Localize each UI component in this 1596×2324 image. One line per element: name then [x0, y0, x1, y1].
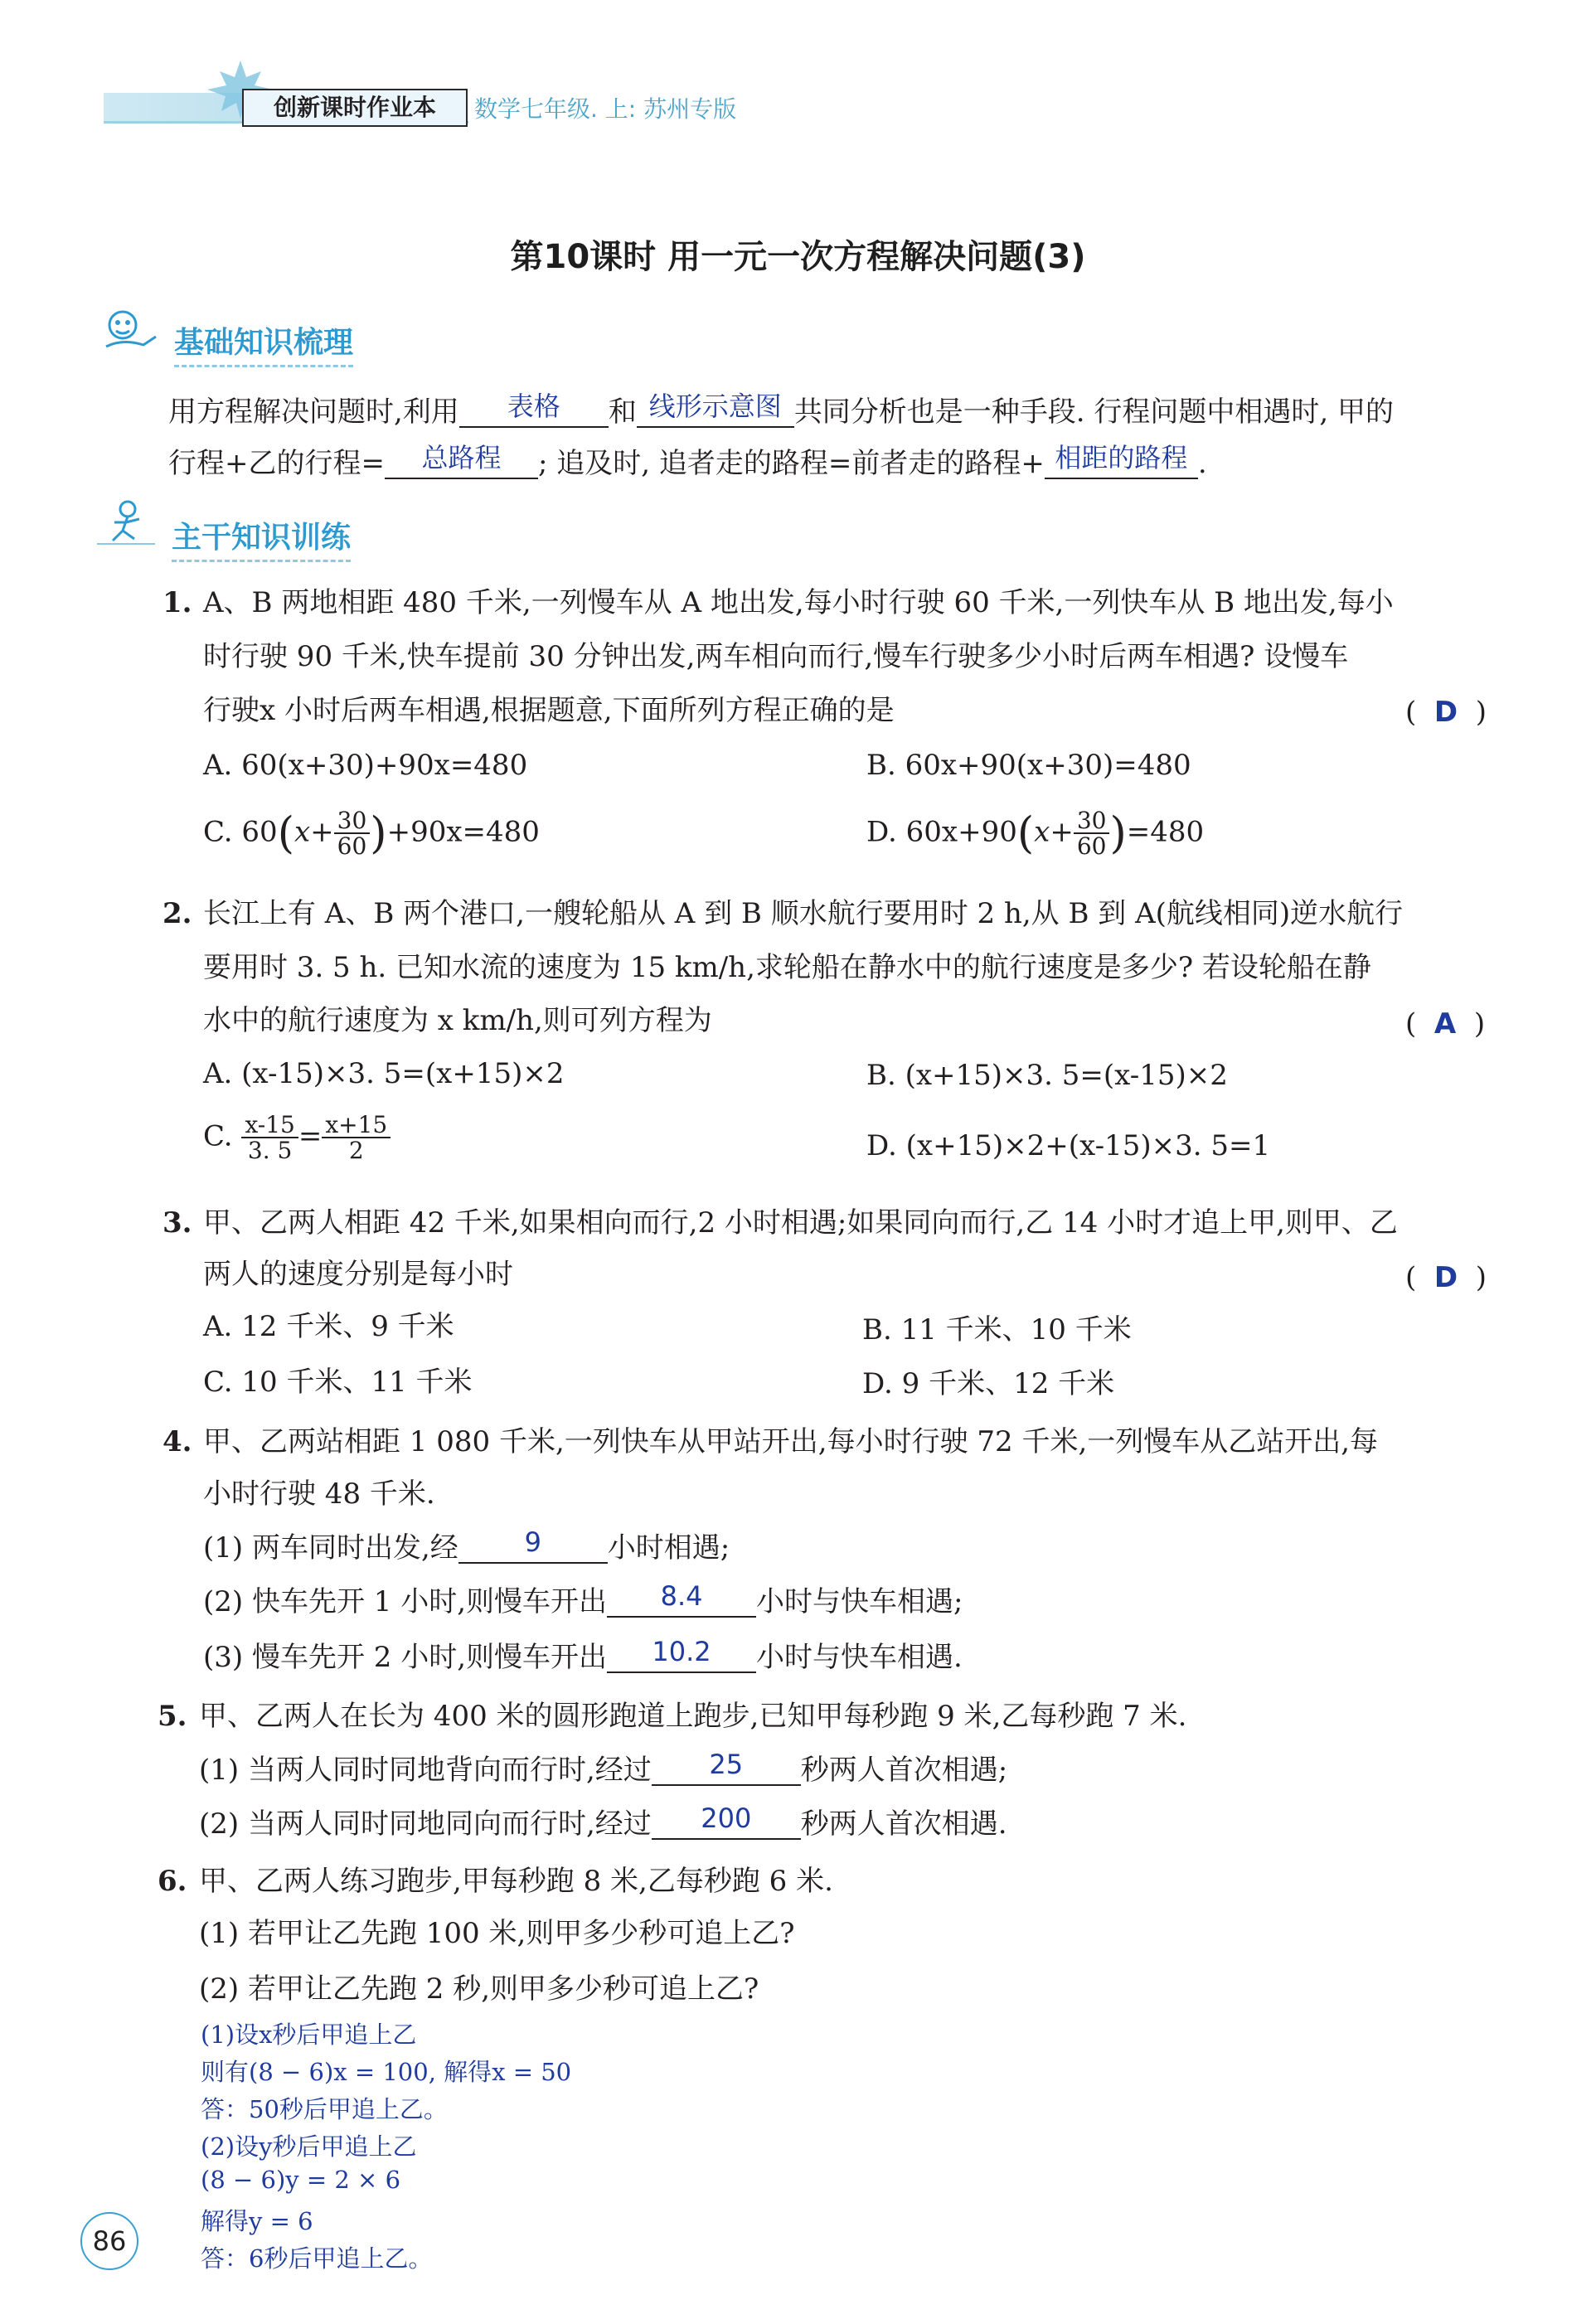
q3-option-a: A. 12 千米、9 千米 — [203, 1310, 454, 1343]
q2-number: 2. — [163, 897, 192, 930]
q4-line-1: 甲、乙两站相距 1 080 千米,一列快车从甲站开出,每小时行驶 72 千米,一列慢车从乙站开出,每 — [203, 1425, 1379, 1458]
page-title: 第10课时 用一元一次方程解决问题(3) — [510, 238, 1086, 276]
q3-answer-paren: ( D ) — [1405, 1261, 1487, 1294]
q2-option-b: B. (x+15)×3. 5=(x-15)×2 — [866, 1059, 1228, 1092]
q4-sub-1 — [203, 1526, 730, 1565]
q5-blank-2-answer: 200 — [701, 1802, 752, 1834]
q1-d-x: x+ — [1034, 815, 1074, 849]
page-number: 86 — [80, 2212, 138, 2270]
q1-line-2: 时行驶 90 千米,快车提前 30 分钟出发,两车相向而行,慢车行驶多少小时后两车相遇? 设慢车 — [203, 640, 1349, 673]
q5-s2-text: (2) 当两人同时同地同向而行时,经过 — [199, 1807, 652, 1841]
section-basics-title: 基础知识梳理 — [174, 319, 353, 367]
blank-1-answer: 表格 — [507, 391, 560, 422]
q3-line-2: 两人的速度分别是每小时 — [203, 1258, 513, 1291]
q4-line-2: 小时行驶 48 千米. — [203, 1477, 435, 1511]
frac-numerator: x-15 — [241, 1113, 298, 1138]
book-title-box: 创新课时作业本 — [242, 89, 468, 127]
q6-line-1: 甲、乙两人练习跑步,甲每秒跑 8 米,乙每秒跑 6 米. — [199, 1865, 833, 1898]
q1-d-post: =480 — [1126, 815, 1205, 849]
blank-4 — [1045, 442, 1198, 479]
q5-number: 5. — [158, 1700, 187, 1733]
q4-s2-tail: 小时与快车相遇; — [756, 1585, 963, 1618]
q6-sub-1: (1) 若甲让乙先跑 100 米,则甲多少秒可追上乙? — [199, 1917, 795, 1950]
q1-option-b: B. 60x+90(x+30)=480 — [866, 749, 1191, 782]
q5-blank-1-answer: 25 — [709, 1749, 744, 1780]
q1-answer: D — [1433, 696, 1458, 729]
solution-line-3: 答：50秒后甲追上乙。 — [201, 2095, 448, 2123]
q2-option-c — [203, 1113, 391, 1163]
frac-denominator: 60 — [1076, 832, 1107, 861]
q3-option-c: C. 10 千米、11 千米 — [203, 1366, 473, 1399]
solution-line-7: 答：6秒后甲追上乙。 — [201, 2244, 433, 2273]
q5-s1-text: (1) 当两人同时同地背向而行时,经过 — [199, 1754, 652, 1787]
basics-line-1 — [168, 391, 1395, 429]
q5-s1-tail: 秒两人首次相遇; — [800, 1754, 1008, 1787]
solution-line-1: (1)设x秒后甲追上乙 — [201, 2021, 417, 2049]
q2-answer-paren: ( A ) — [1405, 1007, 1486, 1041]
solution-line-6: 解得y = 6 — [201, 2207, 313, 2235]
frac-numerator: x+15 — [322, 1113, 391, 1138]
q3-answer: D — [1433, 1261, 1458, 1294]
q4-blank-2 — [607, 1580, 756, 1618]
q5-sub-2 — [199, 1802, 1007, 1841]
q4-s1-tail: 小时相遇; — [607, 1531, 730, 1565]
q1-option-c: C. 60(x+ $\frac{30}{60}$ )+90x=480 — [203, 807, 540, 861]
q1-answer-paren: ( D ) — [1405, 696, 1487, 729]
basics-text: . — [1197, 447, 1207, 480]
q4-s1-text: (1) 两车同时出发,经 — [203, 1531, 458, 1565]
solution-line-4: (2)设y秒后甲追上乙 — [201, 2132, 417, 2161]
q1-c-post: +90x=480 — [386, 815, 540, 849]
cartoon-runner-icon — [93, 497, 159, 547]
q4-blank-1-answer: 9 — [524, 1526, 541, 1558]
q2-line-2: 要用时 3. 5 h. 已知水流的速度为 15 km/h,求轮船在静水中的航行速度是多少? 若设轮船在静 — [203, 951, 1371, 984]
q4-number: 4. — [163, 1425, 192, 1458]
q4-s3-text: (3) 慢车先开 2 小时,则慢车开出 — [203, 1641, 608, 1674]
basics-text: 共同分析也是一种手段. 行程问题中相遇时, 甲的 — [793, 395, 1395, 429]
q1-line-3: 行驶x 小时后两车相遇,根据题意,下面所列方程正确的是 — [203, 694, 895, 727]
frac-denominator: 2 — [348, 1137, 364, 1165]
q1-c-x: x+ — [293, 815, 334, 849]
q2-option-a: A. (x-15)×3. 5=(x+15)×2 — [203, 1057, 565, 1090]
q3-line-1: 甲、乙两人相距 42 千米,如果相向而行,2 小时相遇;如果同向而行,乙 14 小时才追上甲,则甲、乙 — [203, 1206, 1398, 1240]
q3-option-b: B. 11 千米、10 千米 — [862, 1313, 1132, 1346]
q4-sub-3 — [203, 1636, 963, 1674]
section-training-title: 主干知识训练 — [172, 514, 351, 562]
q1-d-fraction — [1074, 808, 1110, 859]
q5-sub-1 — [199, 1749, 1008, 1787]
q4-s3-tail: 小时与快车相遇. — [756, 1641, 963, 1674]
q6-sub-2: (2) 若甲让乙先跑 2 秒,则甲多少秒可追上乙? — [199, 1972, 759, 2006]
frac-denominator: 3. 5 — [247, 1137, 293, 1165]
q2-c-frac-1 — [241, 1113, 298, 1163]
q5-s2-tail: 秒两人首次相遇. — [800, 1807, 1007, 1841]
q4-blank-3-answer: 10.2 — [652, 1636, 711, 1667]
blank-1 — [459, 391, 609, 428]
q2-line-1: 长江上有 A、B 两个港口,一艘轮船从 A 到 B 顺水航行要用时 2 h,从 B 到 A(航线相同)逆水航行 — [203, 897, 1404, 930]
q4-sub-2 — [203, 1580, 963, 1618]
q3-option-d: D. 9 千米、12 千米 — [862, 1367, 1115, 1400]
q1-c-fraction — [334, 808, 371, 859]
q4-s2-text: (2) 快车先开 1 小时,则慢车开出 — [203, 1585, 608, 1618]
q4-blank-3 — [607, 1636, 756, 1673]
solution-line-5: (8 − 6)y = 2 × 6 — [201, 2166, 401, 2194]
q2-c-frac-2 — [322, 1113, 391, 1163]
q1-line-1: A、B 两地相距 480 千米,一列慢车从 A 地出发,每小时行驶 60 千米,一列快车从 B 地出发,每小 — [203, 586, 1394, 619]
basics-text: 行程+乙的行程= — [168, 447, 385, 480]
frac-numerator: 30 — [334, 808, 371, 834]
blank-3 — [385, 442, 538, 479]
q4-blank-1 — [458, 1526, 608, 1564]
basics-line-2 — [168, 442, 1207, 480]
q2-answer: A — [1433, 1007, 1457, 1041]
frac-numerator: 30 — [1074, 808, 1110, 834]
q2-c-eq: = — [298, 1119, 323, 1153]
q1-number: 1. — [163, 586, 192, 619]
q6-number: 6. — [158, 1865, 187, 1898]
blank-3-answer: 总路程 — [421, 442, 502, 473]
basics-text: ; 追及时, 追者走的路程=前者走的路程+ — [537, 447, 1045, 480]
q1-option-d: D. 60x+90(x+ $\frac{30}{60}$ )=480 — [866, 807, 1205, 861]
frac-denominator: 60 — [337, 832, 367, 861]
q2-line-3: 水中的航行速度为 x km/h,则可列方程为 — [203, 1004, 712, 1037]
q1-d-pre: D. 60x+90 — [866, 815, 1017, 849]
q2-c-label: C. — [203, 1119, 233, 1153]
cartoon-reader-icon — [98, 305, 164, 355]
blank-4-answer: 相距的路程 — [1055, 442, 1188, 473]
blank-2 — [637, 391, 794, 428]
q2-option-d: D. (x+15)×2+(x-15)×3. 5=1 — [866, 1129, 1271, 1162]
solution-line-2: 则有(8 − 6)x = 100, 解得x = 50 — [201, 2058, 572, 2086]
blank-2-answer: 线形示意图 — [648, 391, 782, 422]
basics-text: 用方程解决问题时,利用 — [168, 395, 459, 429]
q3-number: 3. — [163, 1206, 192, 1240]
q1-option-a: A. 60(x+30)+90x=480 — [203, 749, 528, 782]
basics-text: 和 — [608, 395, 637, 429]
q1-c-pre: C. 60 — [203, 815, 278, 849]
q5-blank-1 — [652, 1749, 801, 1786]
q5-line-1: 甲、乙两人在长为 400 米的圆形跑道上跑步,已知甲每秒跑 9 米,乙每秒跑 7 米. — [199, 1700, 1187, 1733]
q4-blank-2-answer: 8.4 — [660, 1580, 703, 1612]
book-subtitle: 数学七年级. 上: 苏州专版 — [474, 95, 737, 123]
q5-blank-2 — [652, 1802, 801, 1840]
